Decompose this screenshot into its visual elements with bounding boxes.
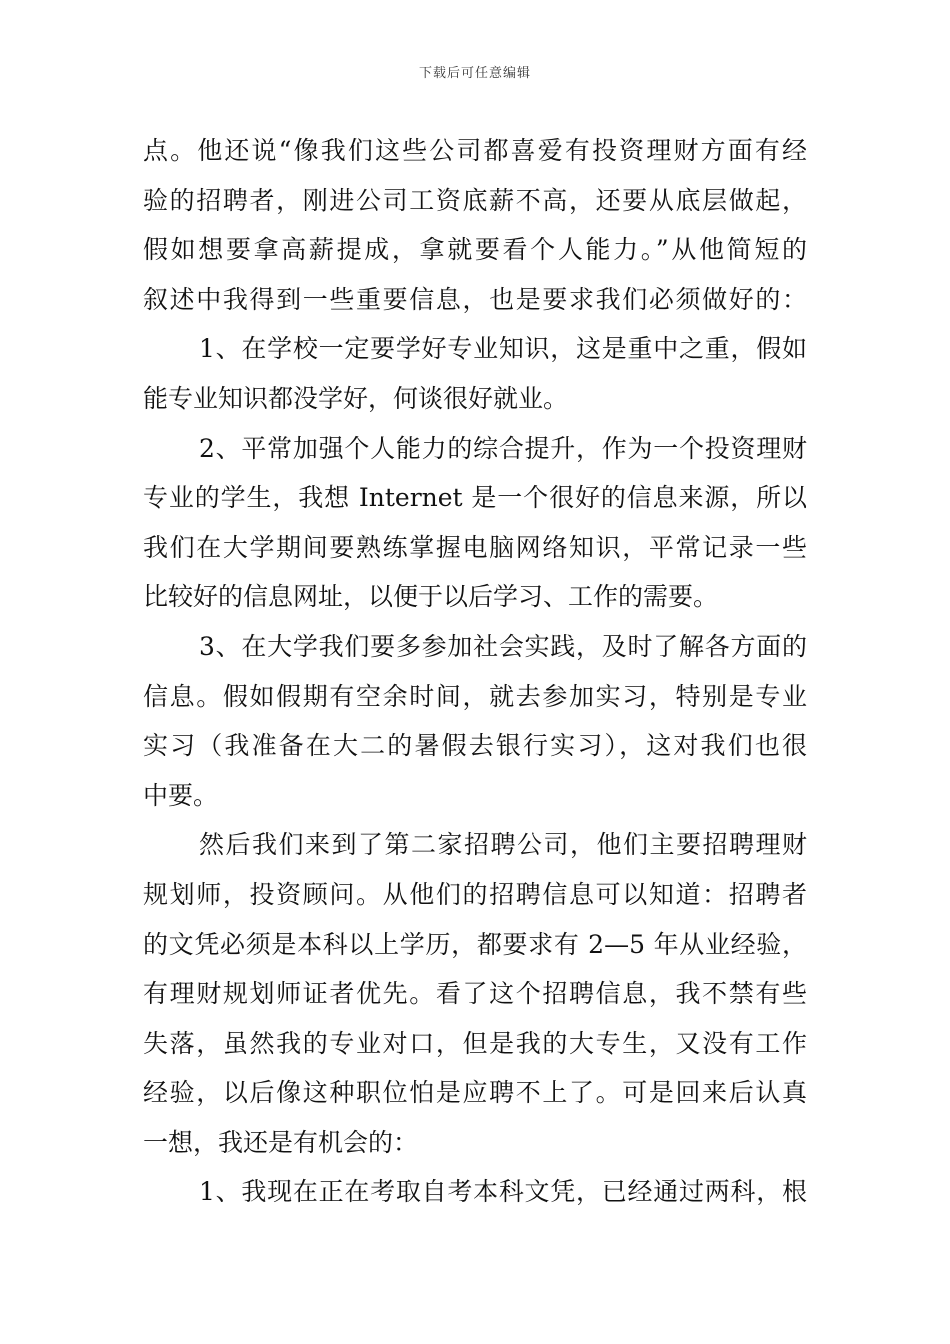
text-line: 信息。假如假期有空余时间，就去参加实习，特别是专业	[143, 681, 807, 711]
text-line: 有理财规划师证者优先。看了这个招聘信息，我不禁有些	[143, 979, 807, 1009]
text-line: 然后我们来到了第二家招聘公司，他们主要招聘理财	[199, 830, 807, 860]
text-line: 点。他还说“像我们这些公司都喜爱有投资理财方面有经	[143, 136, 807, 165]
text-line: 假如想要拿高薪提成，拿就要看个人能力。”从他简短的	[143, 235, 807, 265]
text-line: 经验，以后像这种职位怕是应聘不上了。可是回来后认真	[143, 1078, 807, 1108]
text-line: 我们在大学期间要熟练掌握电脑网络知识，平常记录一些	[143, 532, 807, 562]
text-line: 叙述中我得到一些重要信息，也是要求我们必须做好的：	[143, 284, 807, 314]
text-line: 3、在大学我们要多参加社会实践，及时了解各方面的	[199, 631, 807, 661]
text-line: 专业的学生，我想 Internet 是一个很好的信息来源，所以	[143, 483, 807, 513]
text-line: 一想，我还是有机会的：	[143, 1127, 419, 1157]
page-header: 下载后可任意编辑	[418, 66, 531, 81]
text-line: 验的招聘者，刚进公司工资底薪不高，还要从底层做起，	[143, 185, 807, 215]
text-line: 1、我现在正在考取自考本科文凭，已经通过两科，根	[199, 1177, 807, 1207]
text-line: 实习（我准备在大二的暑假去银行实习），这对我们也很	[143, 731, 807, 761]
text-line: 规划师，投资顾问。从他们的招聘信息可以知道：招聘者	[143, 879, 807, 909]
document-body	[143, 126, 807, 1217]
text-line: 1、在学校一定要学好专业知识，这是重中之重，假如	[199, 334, 807, 364]
text-line: 中要。	[143, 780, 219, 810]
text-line: 比较好的信息网址，以便于以后学习、工作的需要。	[143, 582, 719, 612]
text-line: 能专业知识都没学好，何谈很好就业。	[143, 383, 569, 413]
text-line: 的文凭必须是本科以上学历，都要求有 2—5 年从业经验，	[143, 929, 807, 959]
text-line: 2、平常加强个人能力的综合提升，作为一个投资理财	[199, 433, 807, 463]
text-line: 失落，虽然我的专业对口，但是我的大专生，又没有工作	[143, 1028, 807, 1058]
